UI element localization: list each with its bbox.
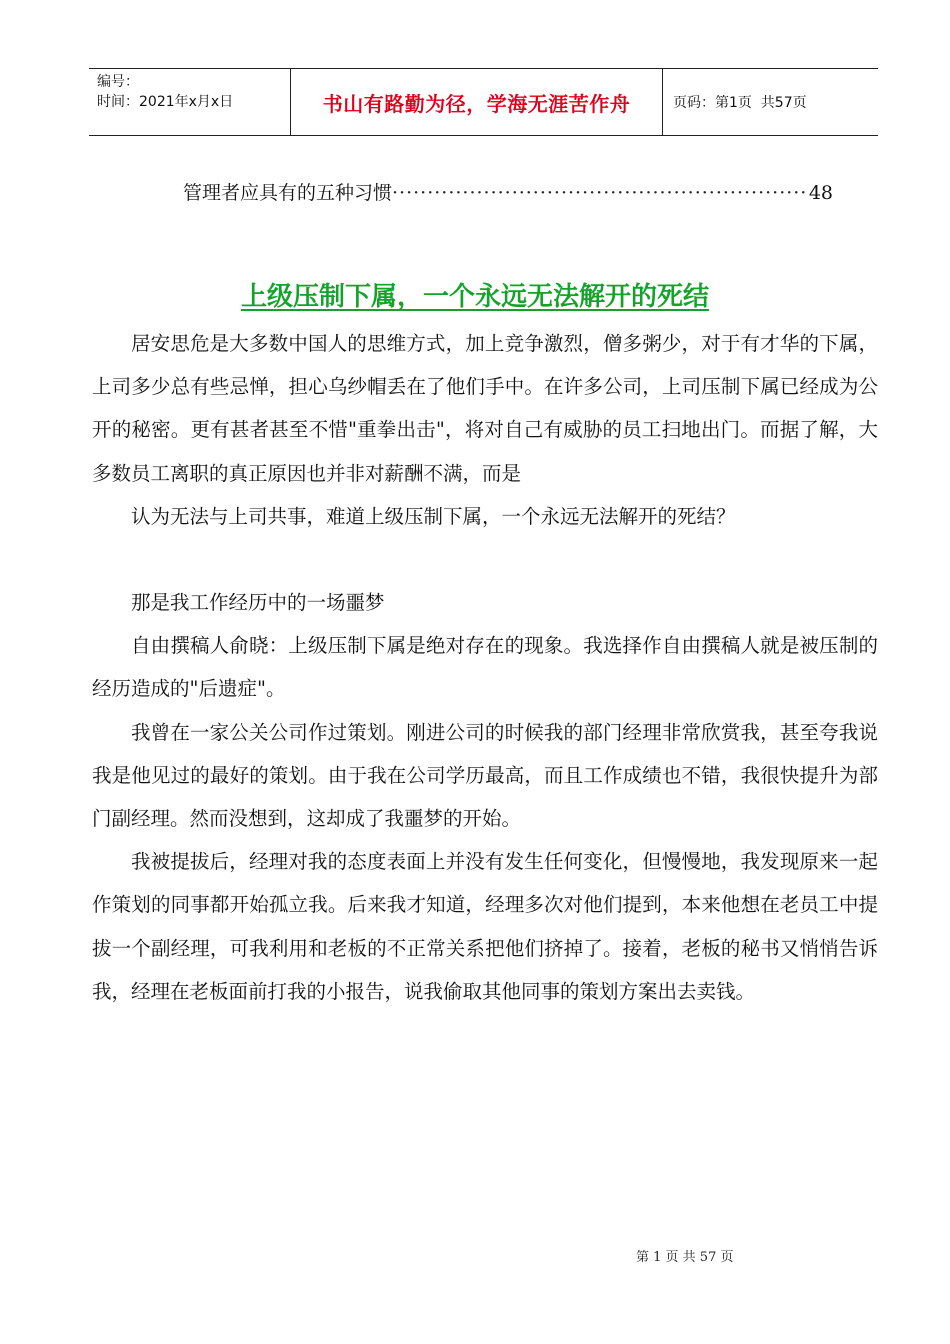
paragraph: 我曾在一家公关公司作过策划。刚进公司的时候我的部门经理非常欣赏我，甚至夸我说我是他见过的最好的策划。由于我在公司学历最高，而且工作成绩也不错，我很快提升为部门副经理。然而没想到，这却成了我噩梦的开始。 [92,720,878,831]
paragraph: 我被提拔后，经理对我的态度表面上并没有发生任何变化，但慢慢地，我发现原来一起作策划的同事都开始孤立我。后来我才知道，经理多次对他们提到，本来他想在老员工中提拔一个副经理，可我利用和老板的不正常关系把他们挤掉了。接着，老板的秘书又悄悄告诉我，经理在老板面前打我的小报告，说我偷取其他同事的策划方案出去卖钱。 [92,850,878,1003]
article-title: 上级压制下属，一个永远无法解开的死结 [240,282,709,312]
time-label: 时间：2021年x月x日 [97,94,234,110]
paragraph: 居安思危是大多数中国人的思维方式，加上竞争激烈，僧多粥少，对于有才华的下属，上司多少总有些忌惮，担心乌纱帽丢在了他们手中。在许多公司，上司压制下属已经成为公开的秘密。更有甚者甚至不惜"重拳出击"，将对自己有威胁的员工扫地出门。而据了解，大多数员工离职的真正原因也并非对薪酬不满，而是 [92,332,878,485]
header-motto-cell [291,69,663,135]
article-body [92,322,878,1013]
header-page-cell [663,69,878,135]
toc-entry[interactable] [183,178,833,205]
paragraph: 认为无法与上司共事，难道上级压制下属，一个永远无法解开的死结？ [131,504,736,528]
paragraph: 自由撰稿人俞晓：上级压制下属是绝对存在的现象。我选择作自由撰稿人就是被压制的经历造成的"后遗症"。 [92,634,878,701]
page-header [89,68,878,136]
number-label: 编号： [97,74,139,90]
page-info: 页码：第1页 共57页 [673,95,807,111]
motto-text: 书山有路勤为径，学海无涯苦作舟 [322,91,631,116]
page-footer: 第 1 页 共 57 页 [636,1250,734,1265]
toc-entry-page: 48 [808,182,833,204]
toc-entry-title: 管理者应具有的五种习惯 [183,182,393,204]
toc-leader-dots [392,182,809,204]
header-meta-cell [89,69,291,135]
section-heading: 那是我工作经历中的一场噩梦 [131,591,385,615]
